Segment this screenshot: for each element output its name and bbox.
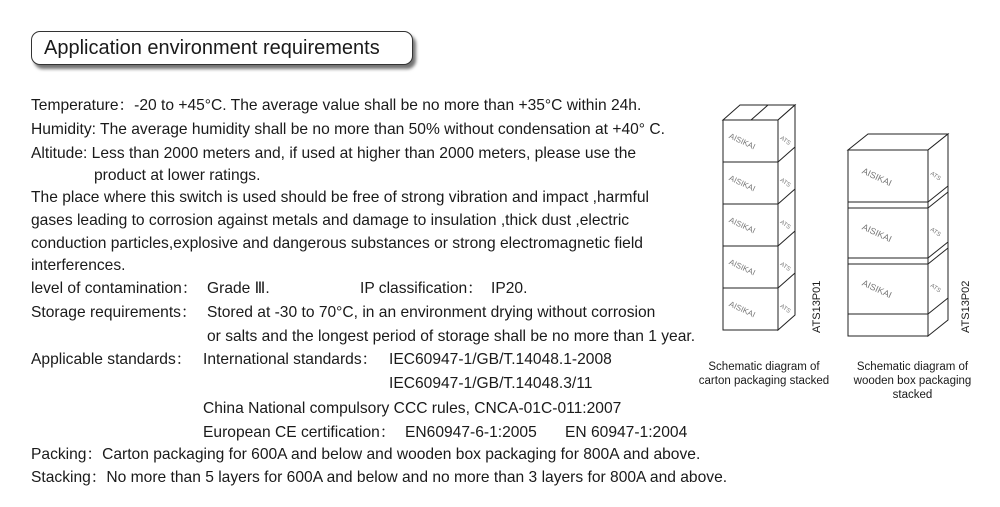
ccc-rules-line: China National compulsory CCC rules, CNCA-01C-011:2007 <box>203 400 622 417</box>
international-standard-2: IEC60947-1/GB/T.14048.3/11 <box>389 375 593 392</box>
carton-caption-line-2: carton packaging stacked <box>698 375 830 387</box>
ce-standard-2: EN 60947-1:2004 <box>565 424 688 441</box>
carton-ats-mark-4: ATS <box>778 261 792 273</box>
carton-ats-mark-5: ATS <box>778 303 792 315</box>
carton-caption-line-1: Schematic diagram of <box>708 361 820 373</box>
place-line-3: conduction particles,explosive and dangerous substances or strong electromagnetic field <box>31 235 643 252</box>
wooden-caption-line-3: stacked <box>892 389 933 401</box>
wooden-code: ATS13P02 <box>960 280 972 333</box>
carton-code: ATS13P01 <box>811 280 823 333</box>
place-line-1: The place where this switch is used should be free of strong vibration and impact ,harmful <box>31 189 650 206</box>
carton-brand-label-3: AISIKAI <box>727 215 757 236</box>
ce-standard-1: EN60947-6-1:2005 <box>405 424 537 441</box>
wooden-box-stack-diagram <box>842 130 957 345</box>
place-line-2: gases leading to corrosion against metals and damage to insulation ,thick dust ,electric <box>31 212 630 229</box>
carton-ats-mark-2: ATS <box>778 177 792 189</box>
wooden-caption-line-1: Schematic diagram of <box>856 361 969 373</box>
wooden-brand-label-3: AISIKAI <box>860 277 894 301</box>
packing-line: Packing：Carton packaging for 600A and below and wooden box packaging for 800A and above. <box>31 446 701 463</box>
wooden-brand-label-2: AISIKAI <box>860 221 894 245</box>
section-title: Application environment requirements <box>44 37 380 59</box>
carton-brand-label-1: AISIKAI <box>727 131 757 152</box>
ip-value: IP20. <box>491 280 528 297</box>
storage-line-2: or salts and the longest period of storage shall be no more than 1 year. <box>207 328 696 345</box>
ip-label: IP classification： <box>360 280 483 297</box>
storage-label: Storage requirements： <box>31 304 197 321</box>
carton-stack-diagram <box>715 100 825 340</box>
carton-brand-label-2: AISIKAI <box>727 173 757 194</box>
wooden-caption-line-2: wooden box packaging <box>853 375 972 387</box>
section-title-box <box>31 31 413 65</box>
wooden-ats-mark-2: ATS <box>928 226 942 239</box>
altitude-line-2: product at lower ratings. <box>94 167 261 184</box>
altitude-line-1: Altitude: Less than 2000 meters and, if used at higher than 2000 meters, please use the <box>31 145 637 162</box>
ce-certification-label: European CE certification： <box>203 424 396 441</box>
carton-brand-label-4: AISIKAI <box>727 257 757 278</box>
stacking-line: Stacking：No more than 5 layers for 600A and below and no more than 3 layers for 800A and above. <box>31 469 728 486</box>
carton-caption <box>694 360 834 388</box>
humidity-line: Humidity: The average humidity shall be no more than 50% without condensation at +40° C. <box>31 121 665 138</box>
storage-line-1: Stored at -30 to 70°C, in an environment drying without corrosion <box>207 304 656 321</box>
temperature-line: Temperature：-20 to +45°C. The average value shall be no more than +35°C within 24h. <box>31 97 642 114</box>
wooden-ats-mark-3: ATS <box>928 282 942 295</box>
international-standard-1: IEC60947-1/GB/T.14048.1-2008 <box>389 351 612 368</box>
carton-brand-label-5: AISIKAI <box>727 299 757 320</box>
wooden-ats-mark-1: ATS <box>928 170 942 183</box>
wooden-brand-label-1: AISIKAI <box>860 165 894 189</box>
place-line-4: interferences. <box>31 257 126 274</box>
standards-label: Applicable standards： <box>31 351 192 368</box>
contamination-value: Grade Ⅲ. <box>207 280 270 297</box>
contamination-label: level of contamination： <box>31 280 198 297</box>
carton-ats-mark-3: ATS <box>778 219 792 231</box>
carton-ats-mark-1: ATS <box>778 135 792 147</box>
international-standards-label: International standards： <box>203 351 378 368</box>
wooden-caption <box>845 360 980 402</box>
